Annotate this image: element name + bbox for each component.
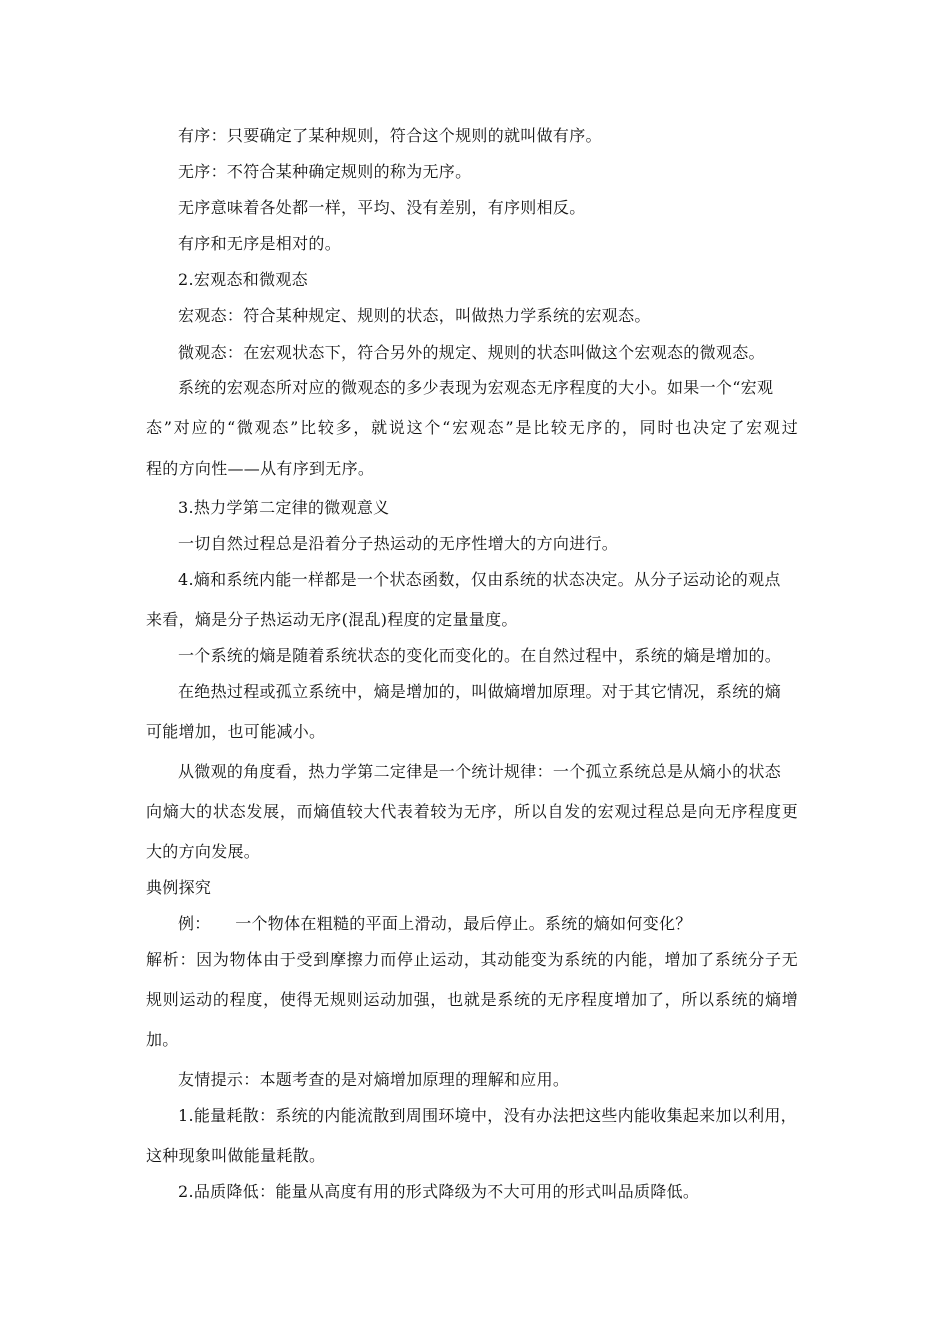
text-line: 程的方向性——从有序到无序。 <box>146 459 375 478</box>
text-line: 例： 一个物体在粗糙的平面上滑动，最后停止。系统的熵如何变化？ <box>178 914 692 933</box>
text-line: 一切自然过程总是沿着分子热运动的无序性增大的方向进行。 <box>178 534 619 553</box>
text-line: 无序意味着各处都一样，平均、没有差别，有序则相反。 <box>178 198 586 217</box>
text-line: 一个系统的熵是随着系统状态的变化而变化的。在自然过程中，系统的熵是增加的。 <box>178 646 782 665</box>
text-line: 宏观态：符合某种规定、规则的状态，叫做热力学系统的宏观态。 <box>178 306 651 325</box>
text-line: 规则运动的程度，使得无规则运动加强，也就是系统的无序程度增加了，所以系统的熵增 <box>146 990 798 1009</box>
text-line: 加。 <box>146 1030 179 1049</box>
text-line: 系统的宏观态所对应的微观态的多少表现为宏观态无序程度的大小。如果一个“宏观 <box>178 378 774 397</box>
section-heading: 2.宏观态和微观态 <box>178 270 308 289</box>
text-line: 态”对应的“微观态”比较多，就说这个“宏观态”是比较无序的，同时也决定了宏观过 <box>146 418 798 437</box>
text-line: 向熵大的状态发展，而熵值较大代表着较为无序，所以自发的宏观过程总是向无序程度更 <box>146 802 798 821</box>
text-line: 来看，熵是分子热运动无序(混乱)程度的定量量度。 <box>146 610 518 629</box>
text-line: 可能增加，也可能减小。 <box>146 722 326 741</box>
text-line: 解析：因为物体由于受到摩擦力而停止运动，其动能变为系统的内能，增加了系统分子无 <box>146 950 798 969</box>
text-line: 1.能量耗散：系统的内能流散到周围环境中，没有办法把这些内能收集起来加以利用， <box>178 1106 797 1125</box>
text-line: 2.品质降低：能量从高度有用的形式降级为不大可用的形式叫品质降低。 <box>178 1182 700 1201</box>
text-line: 从微观的角度看，热力学第二定律是一个统计规律：一个孤立系统总是从熵小的状态 <box>178 762 782 781</box>
text-line: 有序和无序是相对的。 <box>178 234 342 253</box>
text-line: 在绝热过程或孤立系统中，熵是增加的，叫做熵增加原理。对于其它情况，系统的熵 <box>178 682 782 701</box>
text-line: 大的方向发展。 <box>146 842 261 861</box>
text-line: 这种现象叫做能量耗散。 <box>146 1146 326 1165</box>
text-line: 无序：不符合某种确定规则的称为无序。 <box>178 162 472 181</box>
text-line: 友情提示：本题考查的是对熵增加原理的理解和应用。 <box>178 1070 570 1089</box>
section-heading: 典例探究 <box>146 878 212 897</box>
text-line: 有序：只要确定了某种规则，符合这个规则的就叫做有序。 <box>178 126 602 145</box>
text-line: 微观态：在宏观状态下，符合另外的规定、规则的状态叫做这个宏观态的微观态。 <box>178 343 765 362</box>
section-heading: 3.热力学第二定律的微观意义 <box>178 498 390 517</box>
text-line: 4.熵和系统内能一样都是一个状态函数，仅由系统的状态决定。从分子运动论的观点 <box>178 570 781 589</box>
